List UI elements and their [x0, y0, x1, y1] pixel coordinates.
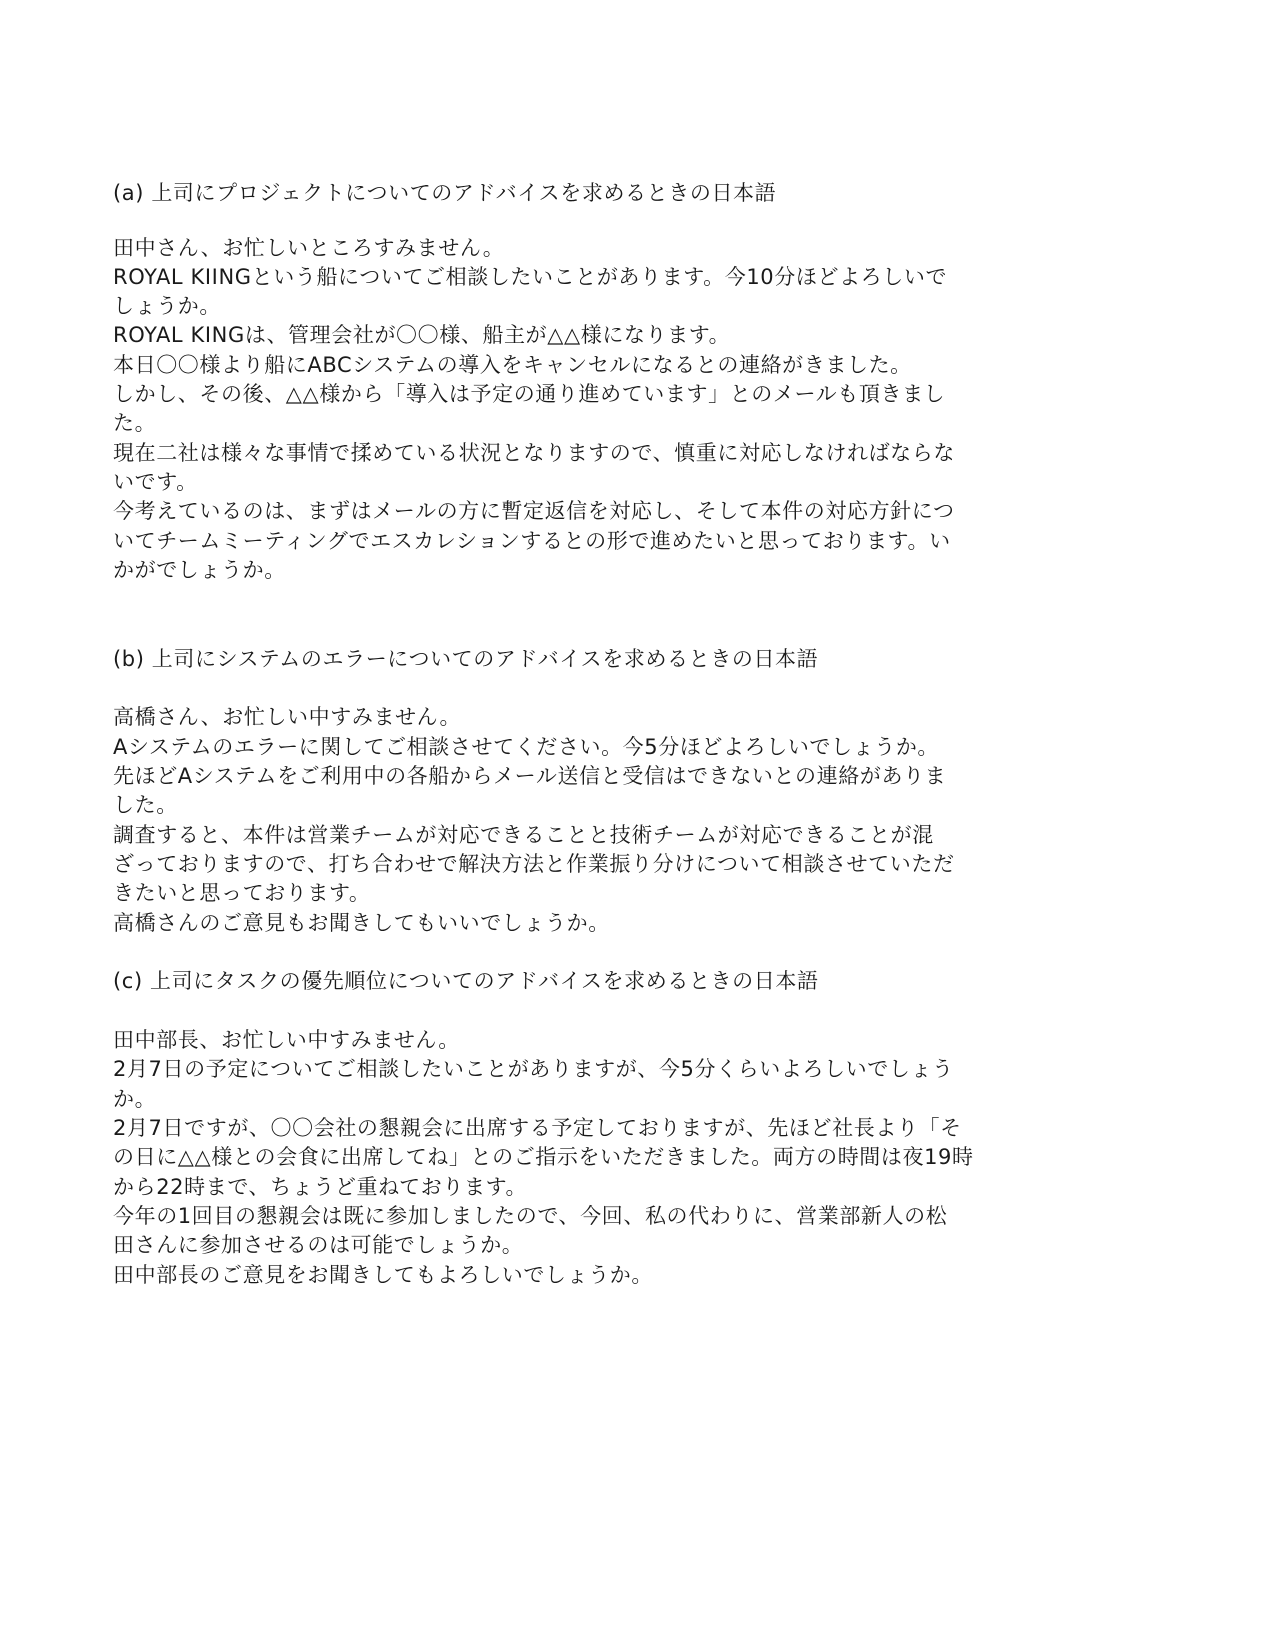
section-b-line: Aシステムのエラーに関してご相談させてください。今5分ほどよろしいでしょうか。 [113, 735, 940, 759]
section-a-line: いです。 [113, 470, 198, 494]
section-a-line: ROYAL KINGは、管理会社が〇〇様、船主が△△様になります。 [113, 323, 731, 347]
section-c-line: から22時まで、ちょうど重ねております。 [113, 1175, 528, 1199]
section-a-line: かがでしょうか。 [113, 558, 286, 582]
section-a-heading: (a) 上司にプロジェクトについてのアドバイスを求めるときの日本語 [113, 181, 777, 205]
section-c-line: 2月7日の予定についてご相談したいことがありますが、今5分くらいよろしいでしょう [113, 1057, 954, 1081]
section-c-line: 今年の1回目の懇親会は既に参加しましたので、今回、私の代わりに、営業部新人の松 [113, 1204, 948, 1228]
section-c-line: か。 [113, 1087, 157, 1111]
section-b-line: きたいと思っております。 [113, 881, 371, 905]
section-b-line: 調査すると、本件は営業チームが対応できることと技術チームが対応できることが混 [113, 823, 934, 847]
section-c-line: の日に△△様との会食に出席してね」とのご指示をいただきました。両方の時間は夜19時 [113, 1145, 974, 1169]
section-a-line: 本日〇〇様より船にABCシステムの導入をキャンセルになるとの連絡がきました。 [113, 353, 912, 377]
section-b-line: ざっておりますので、打ち合わせで解決方法と作業振り分けについて相談させていただ [113, 852, 955, 876]
section-c-line: 田中部長のご意見をお聞きしてもよろしいでしょうか。 [113, 1263, 653, 1287]
section-a-line: 今考えているのは、まずはメールの方に暫定返信を対応し、そして本件の対応方針につ [113, 499, 955, 523]
section-a-line: しかし、その後、△△様から「導入は予定の通り進めています」とのメールも頂きまし [113, 382, 946, 406]
section-a-line: ROYAL KIINGという船についてご相談したいことがあります。今10分ほどよろしいで [113, 265, 948, 289]
section-a-line: 田中さん、お忙しいところすみません。 [113, 236, 505, 260]
section-a-line: 現在二社は様々な事情で揉めている状況となりますので、慎重に対応しなければならな [113, 441, 955, 465]
section-c-heading: (c) 上司にタスクの優先順位についてのアドバイスを求めるときの日本語 [113, 969, 819, 993]
section-c-line: 田さんに参加させるのは可能でしょうか。 [113, 1233, 524, 1257]
section-c-line: 田中部長、お忙しい中すみません。 [113, 1028, 460, 1052]
section-b-line: した。 [113, 793, 178, 817]
section-b-line: 先ほどAシステムをご利用中の各船からメール送信と受信はできないとの連絡がありま [113, 764, 947, 788]
section-a-line: た。 [113, 411, 157, 435]
section-b-line: 高橋さんのご意見もお聞きしてもいいでしょうか。 [113, 911, 610, 935]
section-b-line: 高橋さん、お忙しい中すみません。 [113, 705, 462, 729]
section-a-line: いてチームミーティングでエスカレションするとの形で進めたいと思っております。い [113, 529, 951, 553]
section-b-heading: (b) 上司にシステムのエラーについてのアドバイスを求めるときの日本語 [113, 647, 819, 671]
section-c-line: 2月7日ですが、〇〇会社の懇親会に出席する予定しておりますが、先ほど社長より「そ [113, 1116, 962, 1140]
section-a-line: しょうか。 [113, 294, 221, 318]
